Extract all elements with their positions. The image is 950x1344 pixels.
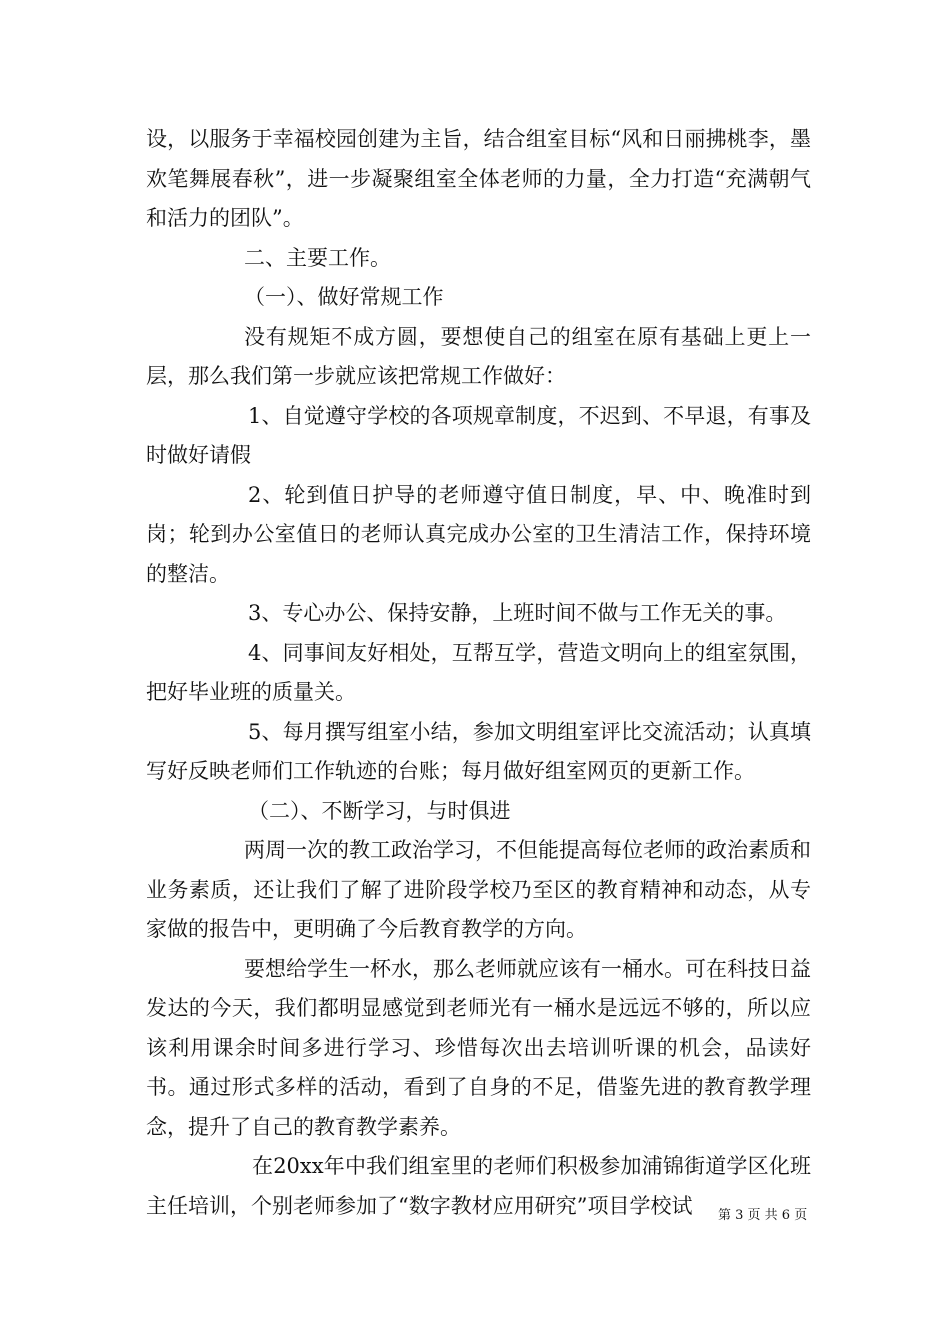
paragraph-training: 在20xx年中我们组室里的老师们积极参加浦锦街道学区化班主任培训，个别老师参加了“数字教材应用研究”项目学校试 — [146, 1154, 811, 1218]
list-item-2: 2、轮到值日护导的老师遵守值日制度，早、中、晚准时到岗；轮到办公室值日的老师认真完成办公室的卫生清洁工作，保持环境的整洁。 — [146, 482, 811, 586]
paragraph-political-study: 两周一次的教工政治学习，不但能提高每位老师的政治素质和业务素质，还让我们了解了进阶段学校乃至区的教育精神和动态，从专家做的报告中，更明确了今后教育教学的方向。 — [146, 838, 811, 941]
list-item-1: 1、自觉遵守学校的各项规章制度，不迟到、不早退，有事及时做好请假 — [146, 403, 811, 467]
list-item-5: 5、每月撰写组室小结，参加文明组室评比交流活动；认真填写好反映老师们工作轨迹的台账；每月做好组室网页的更新工作。 — [146, 719, 811, 783]
paragraph-bucket-of-water: 要想给学生一杯水，那么老师就应该有一桶水。可在科技日益发达的今天，我们都明显感觉到老师光有一桶水是远远不够的，所以应该利用课余时间多进行学习、珍惜每次出去培训听课的机会，品读好书。通过形式多样的活动，看到了自身的不足，借鉴先进的教育教学理念，提升了自己的教育教学素养。 — [146, 956, 811, 1139]
page-number: 第 3 页 共 6 页 — [718, 1208, 808, 1223]
subsection-heading-continuous-learning: （二）、不断学习，与时俱进 — [248, 798, 511, 823]
document-body — [146, 120, 811, 1226]
paragraph-intro-continuation: 设，以服务于幸福校园创建为主旨，结合组室目标“风和日丽拂桃李，墨欢笔舞展春秋”，进一步凝聚组室全体老师的力量，全力打造“充满朝气和活力的团队”。 — [146, 127, 811, 230]
list-item-4: 4、同事间友好相处，互帮互学，营造文明向上的组室氛围，把好毕业班的质量关。 — [146, 640, 811, 704]
paragraph-routine-intro: 没有规矩不成方圆，要想使自己的组室在原有基础上更上一层，那么我们第一步就应该把常规工作做好： — [146, 324, 811, 388]
subsection-heading-routine-work: （一）、做好常规工作 — [244, 285, 444, 309]
list-item-3: 3、专心办公、保持安静，上班时间不做与工作无关的事。 — [248, 601, 787, 625]
section-heading-main-work: 二、主要工作。 — [244, 245, 391, 270]
